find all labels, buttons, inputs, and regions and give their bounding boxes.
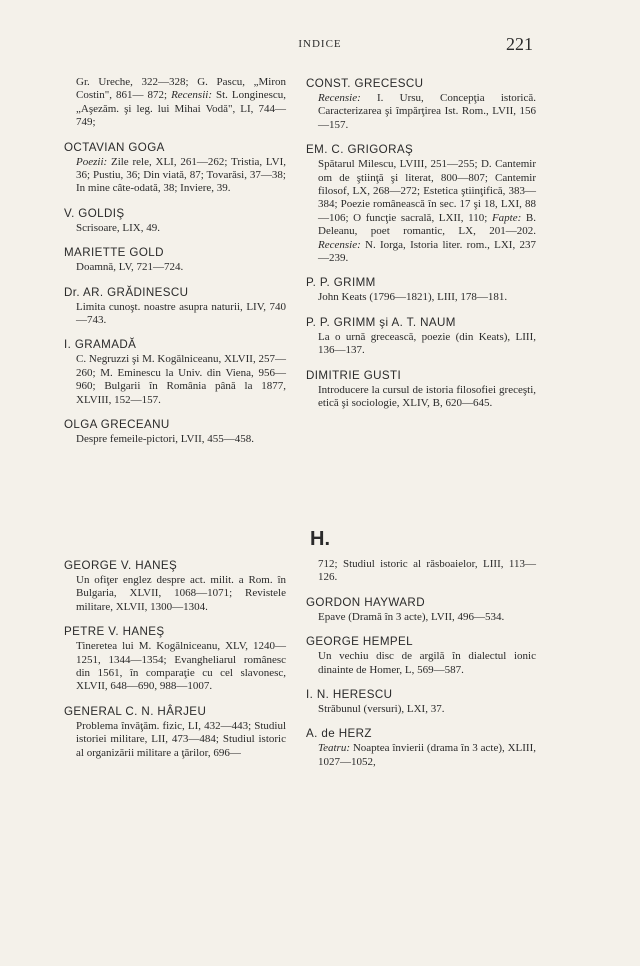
category-label: Recensie:	[318, 92, 361, 104]
works-text: John Keats (1796—1821), LIII, 178—181.	[318, 291, 508, 304]
index-entry	[306, 595, 536, 624]
entry-works	[64, 433, 286, 446]
page-number: 221	[506, 34, 533, 54]
author-name: I. GRAMADĂ	[64, 338, 137, 352]
index-entry	[64, 285, 286, 328]
category-label: Recensii:	[171, 89, 212, 102]
works-text: B. Deleanu, poet romantic, LX, 201—202.	[318, 211, 536, 238]
index-entry	[64, 337, 286, 407]
author-name: GEORGE V. HANEŞ	[64, 559, 178, 572]
author-name: A. de HERZ	[306, 727, 372, 741]
column-bottom-left	[64, 558, 286, 770]
works-text: La o urnă grecească, poezie (din Keats), LIII, 136—137.	[318, 330, 536, 357]
author-name: OLGA GRECEANU	[64, 418, 170, 432]
index-entry	[306, 726, 536, 769]
index-entry	[64, 558, 286, 614]
author-name: OCTAVIAN GOGA	[64, 140, 165, 154]
works-text: Limita cunoşt. noastre asupra naturii, LIV, 740—743.	[76, 300, 286, 327]
works-text: Spătarul Milescu, LVIII, 251—255; D. Cantemir om de ştiinţă şi literat, 800—807; Cantemir filosof, LX, 268—272; Estetica ştiinţifică, 383—384; Poezie românească în sec. 17 şi 18, LXI, 88—106; O funcţie sacrală, LXII, 110;	[318, 158, 536, 224]
index-entry	[306, 76, 536, 132]
works-text: N. Iorga, Istoria liter. rom., LXI, 237—239.	[318, 238, 536, 265]
author-name: V. GOLDIŞ	[64, 206, 125, 220]
index-entry	[306, 275, 536, 304]
author-name: P. P. GRIMM şi A. T. NAUM	[306, 315, 456, 329]
index-entry	[306, 142, 536, 265]
column-bottom-right	[306, 558, 536, 779]
index-entry	[64, 206, 286, 235]
author-name: I. N. HERESCU	[306, 688, 393, 702]
works-text: Despre femeile-pictori, LVII, 455—458.	[76, 433, 254, 446]
entry-continuation: 712; Studiul istoric al răsboaielor, LIII, 113—126.	[318, 558, 536, 584]
author-name: PETRE V. HANEŞ	[64, 625, 165, 639]
works-text: Un vechiu disc de argilă în dialectul ionic dinainte de Homer, L, 569—587.	[318, 650, 536, 676]
entry-works	[306, 650, 536, 677]
category-label: Fapte:	[491, 211, 522, 224]
index-entry	[64, 76, 286, 130]
author-name: Dr. AR. GRĂDINESCU	[64, 285, 189, 299]
category-label: Teatru:	[318, 742, 350, 755]
author-name: GENERAL C. N. HÂRJEU	[64, 704, 207, 718]
index-entry	[64, 417, 286, 446]
index-entry	[64, 245, 286, 274]
index-entry	[306, 687, 536, 716]
entry-works	[306, 611, 536, 624]
entry-works	[64, 640, 286, 694]
index-entry	[64, 624, 286, 694]
works-text: Introducere la cursul de istoria filosofiei greceşti, etică şi sociologie, XLIV, B, 620—645.	[318, 383, 536, 410]
works-text: St. Longinescu, „Aşezăm. şi leg. lui Mihai Vodă", LI, 744—749;	[76, 89, 287, 129]
entry-works	[64, 353, 286, 407]
entry-works	[64, 222, 286, 235]
category-label: Recensie:	[318, 238, 361, 251]
index-entry	[64, 140, 286, 196]
works-text: Problema învăţăm. fizic, LI, 432—443; Studiul istoriei militare, LII, 473—484; Studiul istoric al organizării militare a ţărilor, 696—	[76, 719, 286, 759]
works-text: Un ofiţer englez despre act. milit. a Rom. în Bulgaria, XLVII, 1068—1071; Revistele militare, XLVII, 1300—1304.	[76, 574, 286, 613]
author-name: P. P. GRIMM	[306, 276, 376, 290]
entry-works	[306, 703, 536, 716]
entry-works	[64, 301, 286, 328]
author-name: EM. C. GRIGORAŞ	[306, 143, 414, 157]
author-name: GEORGE HEMPEL	[306, 635, 413, 649]
entry-works	[306, 331, 536, 358]
works-text: Doamnă, LV, 721—724.	[76, 261, 184, 274]
works-text: Zile rele, XLI, 261—262; Tristia, LVI, 36; Pustiu, 36; Din viată, 87; Tovarăsi, 37—38; In mine câte-odată, 38; Inviere, 39.	[76, 155, 286, 195]
column-top-left	[64, 76, 286, 457]
author-name: MARIETTE GOLD	[64, 246, 164, 260]
entry-works	[64, 76, 286, 130]
column-top-right	[306, 76, 536, 421]
author-name: GORDON HAYWARD	[306, 595, 425, 609]
index-entry	[306, 368, 536, 411]
works-text: Tineretea lui M. Kogălniceanu, XLV, 1240—1251, 1344—1354; Evangheliarul românesc din 1561, în comparaţie cu cel slavonesc, XLVII, 648—690, 988—1007.	[76, 640, 286, 693]
works-text: Epave (Dramă în 3 acte), LVII, 496—534.	[318, 610, 505, 623]
works-text: Noaptea învierii (drama în 3 acte), XLIII, 1027—1052,	[318, 742, 536, 768]
author-name: CONST. GRECESCU	[306, 77, 424, 90]
entry-works	[306, 742, 536, 769]
entry-works	[64, 574, 286, 614]
column-bottom-right-entries	[306, 595, 536, 769]
entry-works	[64, 156, 286, 196]
category-label: Poezii:	[76, 155, 108, 168]
entry-works	[306, 92, 536, 132]
section-letter: H.	[310, 528, 330, 550]
works-text: C. Negruzzi şi M. Kogălniceanu, XLVII, 257—260; M. Eminescu la Univ. din Viena, 956—960; Bulgarii în România până la 1877, XLVIII, 152—157.	[76, 353, 286, 406]
running-header: INDICE	[298, 38, 342, 50]
entry-works	[306, 384, 536, 411]
entry-works	[306, 158, 536, 265]
index-entry	[64, 704, 286, 760]
index-entry	[306, 315, 536, 358]
works-text: Gr. Ureche, 322—328; G. Pascu, „Miron Costin", 861— 872;	[76, 76, 286, 102]
entry-works	[64, 720, 286, 760]
entry-works	[306, 291, 536, 304]
works-text: I. Ursu, Concepţia istorică. Caracterizarea şi împărţirea Ist. Rom., LVII, 156—157.	[318, 92, 536, 131]
works-text: Scrisoare, LIX, 49.	[76, 221, 161, 234]
index-entry	[306, 634, 536, 677]
entry-works	[64, 261, 286, 274]
author-name: DIMITRIE GUSTI	[306, 368, 402, 382]
works-text: Străbunul (versuri), LXI, 37.	[318, 703, 445, 716]
